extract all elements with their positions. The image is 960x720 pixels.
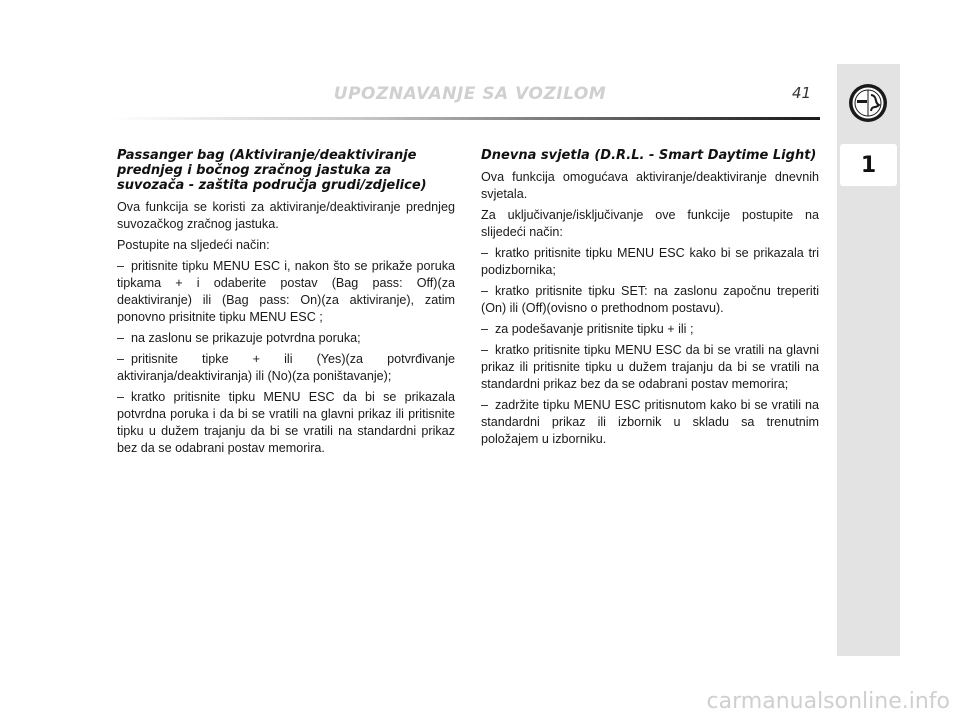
dash-bullet: –	[481, 343, 489, 357]
paragraph: Postupite na sljedeći način:	[117, 238, 270, 252]
chapter-title: UPOZNAVANJE SA VOZILOM	[333, 84, 607, 104]
dash-bullet: –	[117, 331, 125, 345]
left-column	[117, 148, 455, 461]
dash-bullet: –	[481, 398, 489, 412]
header-rule	[112, 117, 820, 120]
page-number: 41	[792, 84, 812, 102]
list-item	[117, 351, 455, 385]
list-item-text: za podešavanje pritisnite tipku + ili ;	[495, 322, 694, 336]
list-item	[481, 321, 819, 338]
list-item-text: pritisnite tipke + ili (Yes)(za potvrđivanje aktiviranja/deaktiviranja) ili (No)(za poništavanje);	[117, 352, 455, 383]
dash-bullet: –	[481, 246, 489, 260]
dash-bullet: –	[481, 322, 489, 336]
paragraph: Za uključivanje/isključivanje ove funkcije postupite na slijedeći način:	[481, 208, 819, 239]
list-item-text: kratko pritisnite tipku MENU ESC da bi se prikazala potvrdna poruka i da bi se vratili na glavni prikaz ili pritisnite tipku u dužem trajanju da bi se vratili na standardni prikaz bez da se odabrani postav memorira.	[117, 390, 455, 455]
list-item	[117, 258, 455, 326]
list-item-text: kratko pritisnite tipku SET: na zaslonu započnu treperiti (On) ili (Off)(ovisno o prethodnom postavu).	[481, 284, 819, 315]
list-item	[481, 397, 819, 448]
list-item	[117, 389, 455, 457]
right-column	[481, 148, 819, 452]
list-item-text: na zaslonu se prikazuje potvrdna poruka;	[131, 331, 361, 345]
watermark: carmanualsonline.info	[706, 689, 950, 714]
paragraph: Ova funkcija omogućava aktiviranje/deaktiviranje dnevnih svjetala.	[481, 170, 819, 201]
brand-logo-icon	[848, 83, 888, 123]
list-item	[481, 245, 819, 279]
dash-bullet: –	[481, 284, 489, 298]
dash-bullet: –	[117, 259, 125, 273]
list-item-text: pritisnite tipku MENU ESC i, nakon što se prikaže poruka tipkama + i odaberite postav (Bag pass: Off)(za deaktiviranje) ili (Bag pass: On)(za aktiviranje), zatim ponovno prisitnite tipku MENU ESC ;	[117, 259, 455, 324]
dash-bullet: –	[117, 390, 125, 404]
list-item-text: zadržite tipku MENU ESC pritisnutom kako bi se vratili na standardni prikaz ili izbornik u skladu sa trenutnim položajem u izborniku.	[481, 398, 819, 446]
chapter-tab[interactable]: 1	[840, 144, 897, 186]
list-item	[481, 283, 819, 317]
paragraph: Ova funkcija se koristi za aktiviranje/deaktiviranje prednjeg suvozačkog zračnog jastuka.	[117, 200, 455, 231]
list-item	[481, 342, 819, 393]
dash-bullet: –	[117, 352, 125, 366]
section-heading: Passanger bag (Aktiviranje/deaktiviranje prednjeg i bočnog zračnog jastuka za suvozača - zaštita područja grudi/zdjelice)	[117, 148, 427, 193]
section-heading: Dnevna svjetla (D.R.L. - Smart Daytime Light)	[481, 148, 817, 163]
list-item-text: kratko pritisnite tipku MENU ESC da bi se vratili na glavni prikaz ili pritisnite tipku u dužem trajanju da bi se vratili na standardni prikaz bez da se odabrani postav memorira;	[481, 343, 819, 391]
list-item	[117, 330, 455, 347]
list-item-text: kratko pritisnite tipku MENU ESC kako bi se prikazala tri podizbornika;	[481, 246, 819, 277]
